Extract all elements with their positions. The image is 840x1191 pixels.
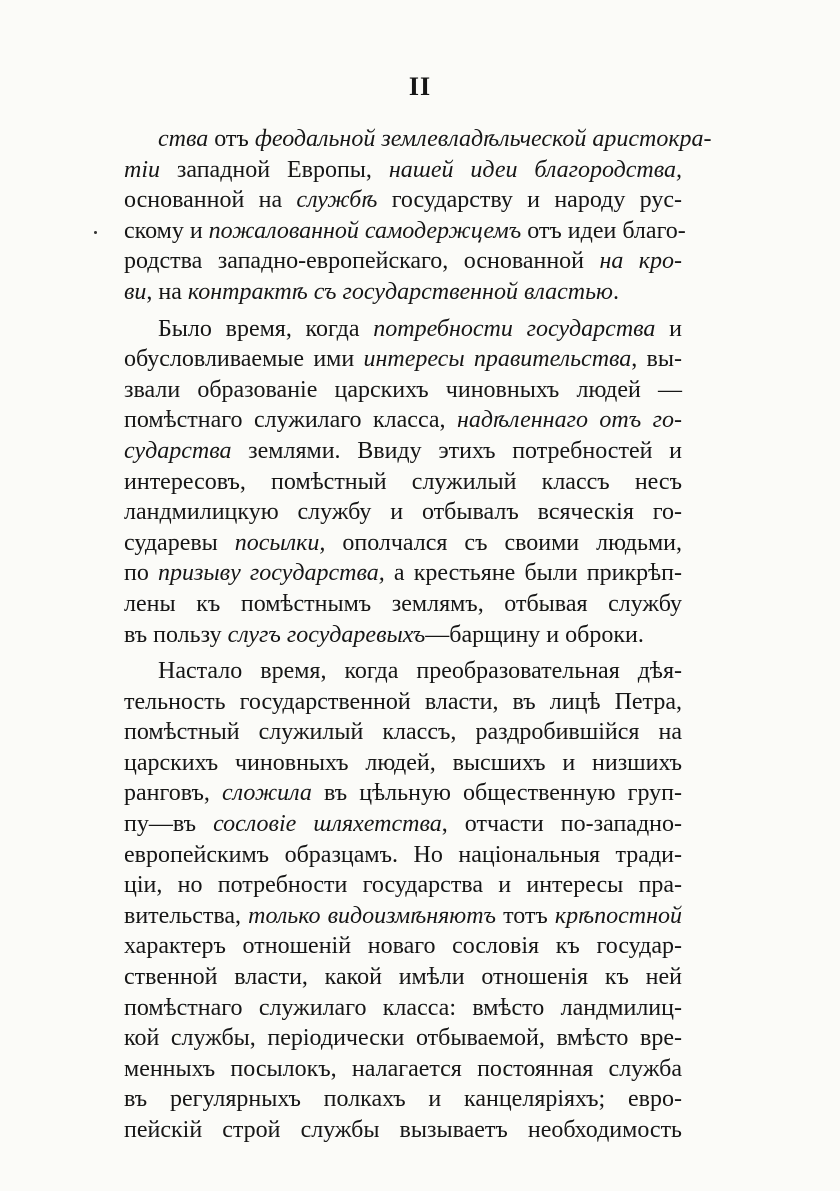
text-line (124, 405, 682, 436)
text-line (124, 1023, 682, 1054)
text-line (124, 840, 682, 871)
text-run: землями. Ввиду этихъ потребностей и (231, 437, 682, 464)
text-run: по (124, 560, 159, 587)
text-run: основанной на (124, 187, 297, 214)
text-line (124, 1054, 682, 1085)
text-run: лены къ помѣстнымъ землямъ, отбывая службу (124, 590, 682, 617)
italic-run: контрактѣ съ государственной властью (187, 278, 613, 305)
italic-run: крѣпостной (554, 902, 682, 929)
text-run: Настало время, когда преобразовательная дѣя- (158, 658, 682, 685)
text-run: Было время, когда (158, 315, 374, 342)
italic-run: нашей идеи благородства, (388, 156, 683, 183)
text-line (124, 558, 682, 589)
text-line (124, 124, 712, 155)
italic-run: посылки, (234, 529, 326, 556)
text-run: , на (146, 278, 188, 305)
text-run: родства западно-европейскаго, основанной (124, 248, 600, 275)
text-run: скому и (124, 217, 209, 244)
text-run: царскихъ чиновныхъ людей, высшихъ и низшихъ (124, 749, 682, 776)
italic-run: интересы правительства (363, 346, 632, 373)
text-run: . (612, 278, 619, 305)
text-run: въ регулярныхъ полкахъ и канцеляріяхъ; евро- (124, 1086, 682, 1113)
text-line (124, 748, 682, 779)
text-run: помѣстный служилый классъ, раздробившійся на (124, 719, 682, 746)
italic-run: сложила (222, 780, 312, 807)
text-line (124, 589, 682, 620)
text-line (124, 1115, 682, 1146)
text-run: а крестьяне были прикрѣп- (384, 560, 683, 587)
text-run: менныхъ посылокъ, налагается постоянная служба (124, 1055, 682, 1082)
italic-run: тіи (124, 156, 160, 183)
text-line (124, 344, 682, 375)
italic-run: ства (158, 126, 209, 152)
text-run: пу—въ (124, 811, 214, 838)
text-line (124, 1084, 682, 1115)
text-line (124, 656, 682, 687)
text-run: обусловливаемые ими (124, 346, 364, 373)
text-run: —барщину и оброки. (425, 621, 644, 648)
text-line (124, 620, 682, 651)
italic-run: призыву государства, (158, 560, 385, 587)
italic-run: сословіе шляхетства (213, 811, 442, 838)
margin-speck (94, 231, 97, 234)
text-line (124, 375, 682, 406)
text-line (124, 155, 682, 186)
text-run: , отчасти по-западно- (441, 811, 682, 838)
text-line (124, 314, 682, 345)
body-text (124, 124, 712, 1146)
italic-run: только видоизмѣняютъ (248, 902, 497, 929)
text-run: характеръ отношеній новаго сословія къ государ- (124, 933, 682, 960)
text-line (124, 717, 682, 748)
text-line (124, 687, 682, 718)
text-line (124, 778, 682, 809)
italic-run: пожалованной самодержцемъ (208, 217, 522, 244)
text-run: интересовъ, помѣстный служилый классъ несъ (124, 468, 682, 495)
italic-run: потребности государства (373, 315, 656, 342)
text-line (124, 277, 682, 308)
text-run: отъ идеи благо- (521, 217, 686, 244)
text-line (124, 185, 682, 216)
text-line (124, 809, 682, 840)
text-run: ранговъ, (124, 780, 223, 807)
text-run: западной Европы, (160, 156, 389, 183)
text-run: ополчался съ своими людьми, (325, 529, 682, 556)
text-run: тельность государственной власти, въ лицѣ Петра, (124, 688, 682, 715)
italic-run: надѣленнаго отъ го- (457, 407, 682, 434)
text-run: сударевы (124, 529, 235, 556)
text-run: ландмилицкую службу и отбывалъ всяческія го- (124, 499, 682, 526)
text-run: государству и народу рус- (377, 187, 682, 214)
italic-run: феодальной землевладѣльческой аристокра- (254, 126, 712, 152)
text-run: вительства, (124, 902, 249, 929)
text-run: звали образованіе царскихъ чиновныхъ людей — (124, 376, 682, 403)
text-run: пейскій строй службы вызываетъ необходимость (124, 1117, 682, 1143)
text-line (124, 901, 682, 932)
text-run: помѣстнаго служилаго класса, (124, 407, 457, 434)
text-line (124, 993, 682, 1024)
text-run: , вы- (631, 346, 682, 373)
text-line (124, 528, 682, 559)
page-number: II (408, 72, 432, 101)
italic-run: слугъ государевыхъ (227, 621, 426, 648)
text-run: помѣстнаго служилаго класса: вмѣсто ландмилиц- (124, 994, 682, 1021)
italic-run: сударства (124, 437, 232, 464)
text-run: отъ (208, 126, 255, 152)
italic-run: ви (124, 278, 147, 305)
text-run: европейскимъ образцамъ. Но національныя тради- (124, 841, 682, 868)
italic-run: на кро- (599, 248, 683, 275)
text-run: ціи, но потребности государства и интересы пра- (124, 872, 682, 899)
text-line (124, 931, 682, 962)
text-run: въ пользу (124, 621, 228, 648)
text-run: и (655, 315, 683, 342)
italic-run: службѣ (296, 187, 378, 214)
text-run: въ цѣльную общественную груп- (311, 780, 683, 807)
text-line (124, 216, 686, 247)
text-run: кой службы, періодически отбываемой, вмѣсто вре- (124, 1025, 682, 1052)
text-run: тотъ (496, 902, 555, 929)
text-line (124, 962, 682, 993)
text-line (124, 436, 682, 467)
text-run: ственной власти, какой имѣли отношенія къ ней (124, 964, 682, 991)
text-line (124, 467, 682, 498)
text-line (124, 870, 682, 901)
text-line (124, 246, 682, 277)
text-line (124, 497, 682, 528)
